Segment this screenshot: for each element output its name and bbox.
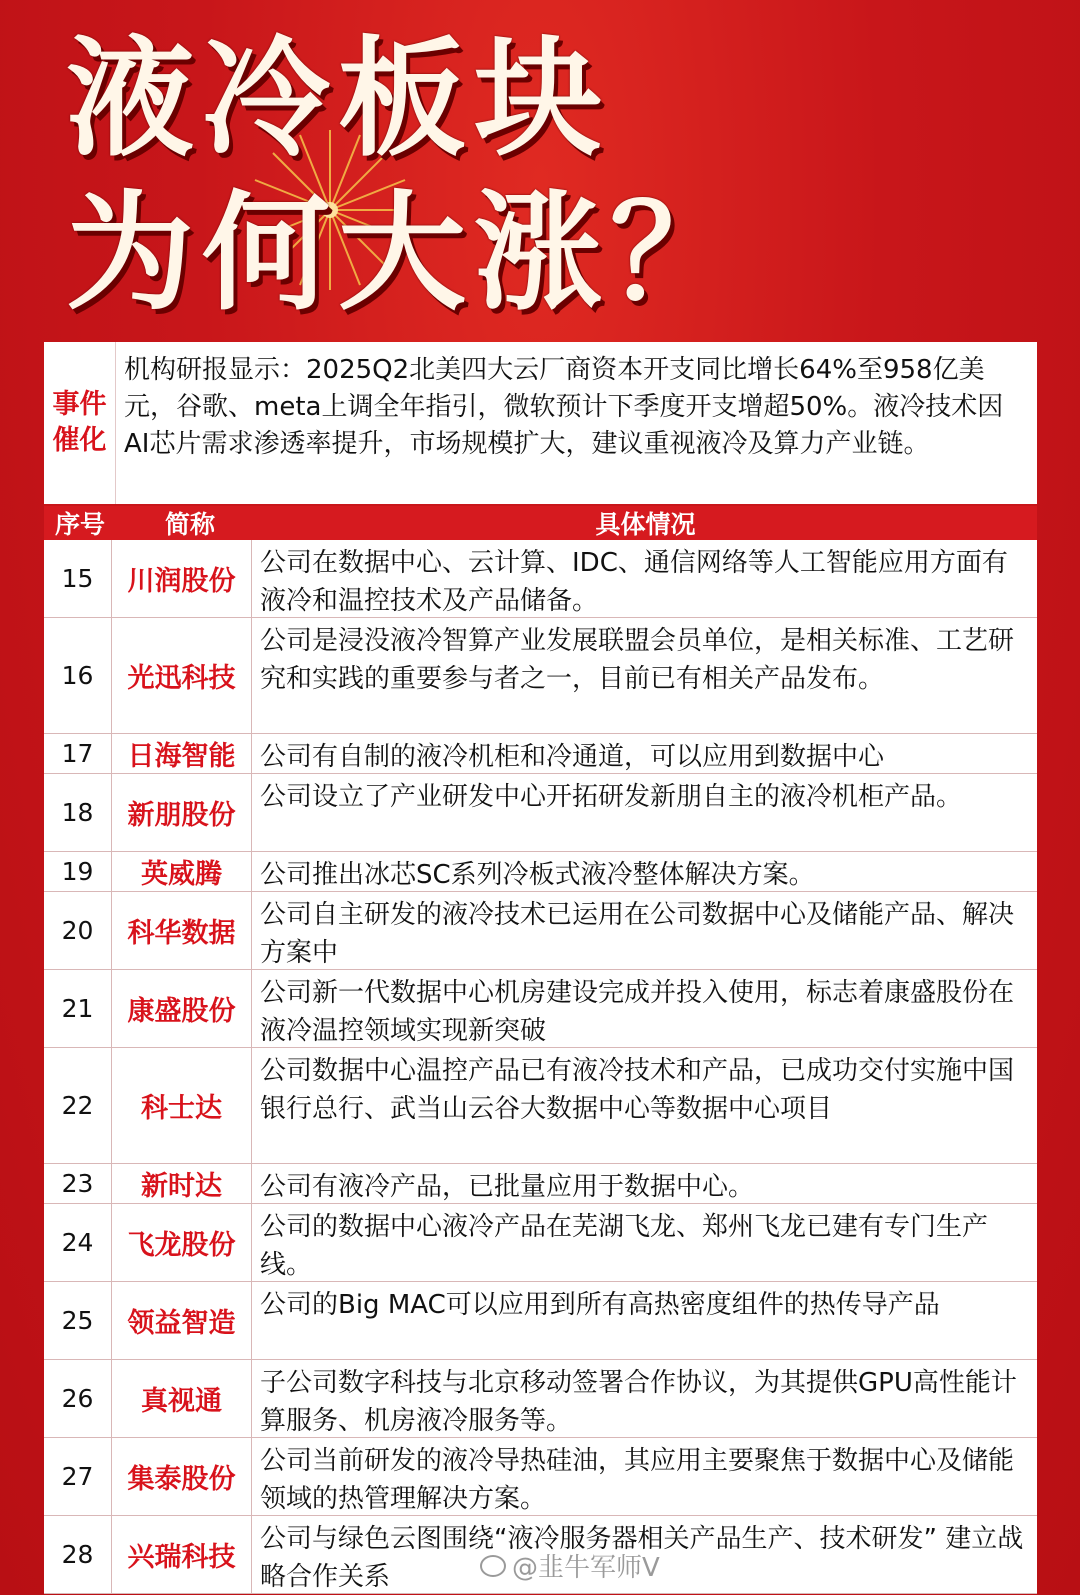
row-description: 公司的数据中心液冷产品在芜湖飞龙、郑州飞龙已建有专门生产线。	[260, 1212, 989, 1280]
row-description: 公司推出冰芯SC系列冷板式液冷整体解决方案。	[260, 860, 815, 890]
table-row	[44, 540, 1037, 618]
row-description: 公司设立了产业研发中心开拓研发新朋自主的液冷机柜产品。	[260, 782, 963, 812]
table-row	[44, 1048, 1037, 1164]
table-row	[44, 774, 1037, 852]
event-catalyst-text: 机构研报显示：2025Q2北美四大云厂商资本开支同比增长64%至958亿美元，谷歌、meta上调全年指引，微软预计下季度开支增超50%。液冷技术因AI芯片需求渗透率提升，市场规模扩大，建议重视液冷及算力产业链。	[124, 355, 1004, 459]
row-stock-name: 光迅科技	[112, 618, 252, 733]
header-detail: 具体情况	[595, 510, 696, 539]
row-description: 子公司数字科技与北京移动签署合作协议，为其提供GPU高性能计算服务、机房液冷服务等。	[260, 1368, 1017, 1436]
row-stock-name: 飞龙股份	[112, 1204, 252, 1281]
table-row	[44, 618, 1037, 734]
table-row	[44, 1438, 1037, 1516]
table-row	[44, 734, 1037, 774]
headline-line-1: 液冷板块	[66, 25, 611, 174]
row-index: 22	[44, 1048, 112, 1163]
row-description: 公司数据中心温控产品已有液冷技术和产品，已成功交付实施中国银行总行、武当山云谷大数据中心等数据中心项目	[260, 1056, 1015, 1124]
table-row	[44, 892, 1037, 970]
row-stock-name: 集泰股份	[112, 1438, 252, 1515]
row-index: 23	[44, 1164, 112, 1203]
row-index: 28	[44, 1516, 112, 1593]
headline-line-2: 为何大涨？	[66, 179, 747, 328]
row-description: 公司在数据中心、云计算、IDC、通信网络等人工智能应用方面有液冷和温控技术及产品储备。	[260, 548, 1008, 616]
row-stock-name: 日海智能	[112, 734, 252, 773]
row-index: 19	[44, 852, 112, 891]
header-index: 序号	[54, 510, 105, 539]
row-description: 公司与绿色云图围绕“液冷服务器相关产品生产、技术研发” 建立战略合作关系	[260, 1524, 1024, 1592]
row-description: 公司有自制的液冷机柜和冷通道，可以应用到数据中心	[260, 742, 885, 772]
row-index: 24	[44, 1204, 112, 1281]
row-index: 21	[44, 970, 112, 1047]
header-name: 简称	[164, 510, 215, 539]
table-row	[44, 852, 1037, 892]
watermark	[480, 1547, 660, 1584]
row-stock-name: 新朋股份	[112, 774, 252, 851]
row-description: 公司当前研发的液冷导热硅油，其应用主要聚焦于数据中心及储能领域的热管理解决方案。	[260, 1446, 1015, 1514]
row-index: 20	[44, 892, 112, 969]
event-catalyst-label: 事件催化	[44, 342, 116, 504]
row-stock-name: 领益智造	[112, 1282, 252, 1359]
row-index: 15	[44, 540, 112, 617]
row-stock-name: 康盛股份	[112, 970, 252, 1047]
row-description: 公司自主研发的液冷技术已运用在公司数据中心及储能产品、解决方案中	[260, 900, 1015, 968]
row-stock-name: 新时达	[112, 1164, 252, 1203]
row-description: 公司的Big MAC可以应用到所有高热密度组件的热传导产品	[260, 1290, 940, 1320]
table-row	[44, 1360, 1037, 1438]
row-stock-name: 英威腾	[112, 852, 252, 891]
table-row	[44, 970, 1037, 1048]
table-row	[44, 1204, 1037, 1282]
weibo-icon	[480, 1555, 506, 1577]
row-description: 公司有液冷产品，已批量应用于数据中心。	[260, 1172, 755, 1202]
stock-table	[44, 342, 1037, 1594]
row-index: 27	[44, 1438, 112, 1515]
event-catalyst-row	[44, 342, 1037, 506]
row-index: 18	[44, 774, 112, 851]
row-description: 公司新一代数据中心机房建设完成并投入使用，标志着康盛股份在液冷温控领域实现新突破	[260, 978, 1015, 1046]
table-header	[44, 506, 1037, 540]
table-body	[44, 540, 1037, 1594]
row-index: 16	[44, 618, 112, 733]
row-stock-name: 科华数据	[112, 892, 252, 969]
row-index: 17	[44, 734, 112, 773]
row-description: 公司是浸没液冷智算产业发展联盟会员单位，是相关标准、工艺研究和实践的重要参与者之一，目前已有相关产品发布。	[260, 626, 1015, 694]
row-index: 25	[44, 1282, 112, 1359]
row-stock-name: 科士达	[112, 1048, 252, 1163]
row-stock-name: 真视通	[112, 1360, 252, 1437]
table-row	[44, 1164, 1037, 1204]
row-stock-name: 川润股份	[112, 540, 252, 617]
watermark-text: @韭牛军师V	[512, 1553, 660, 1583]
table-row	[44, 1282, 1037, 1360]
row-index: 26	[44, 1360, 112, 1437]
row-stock-name: 兴瑞科技	[112, 1516, 252, 1593]
